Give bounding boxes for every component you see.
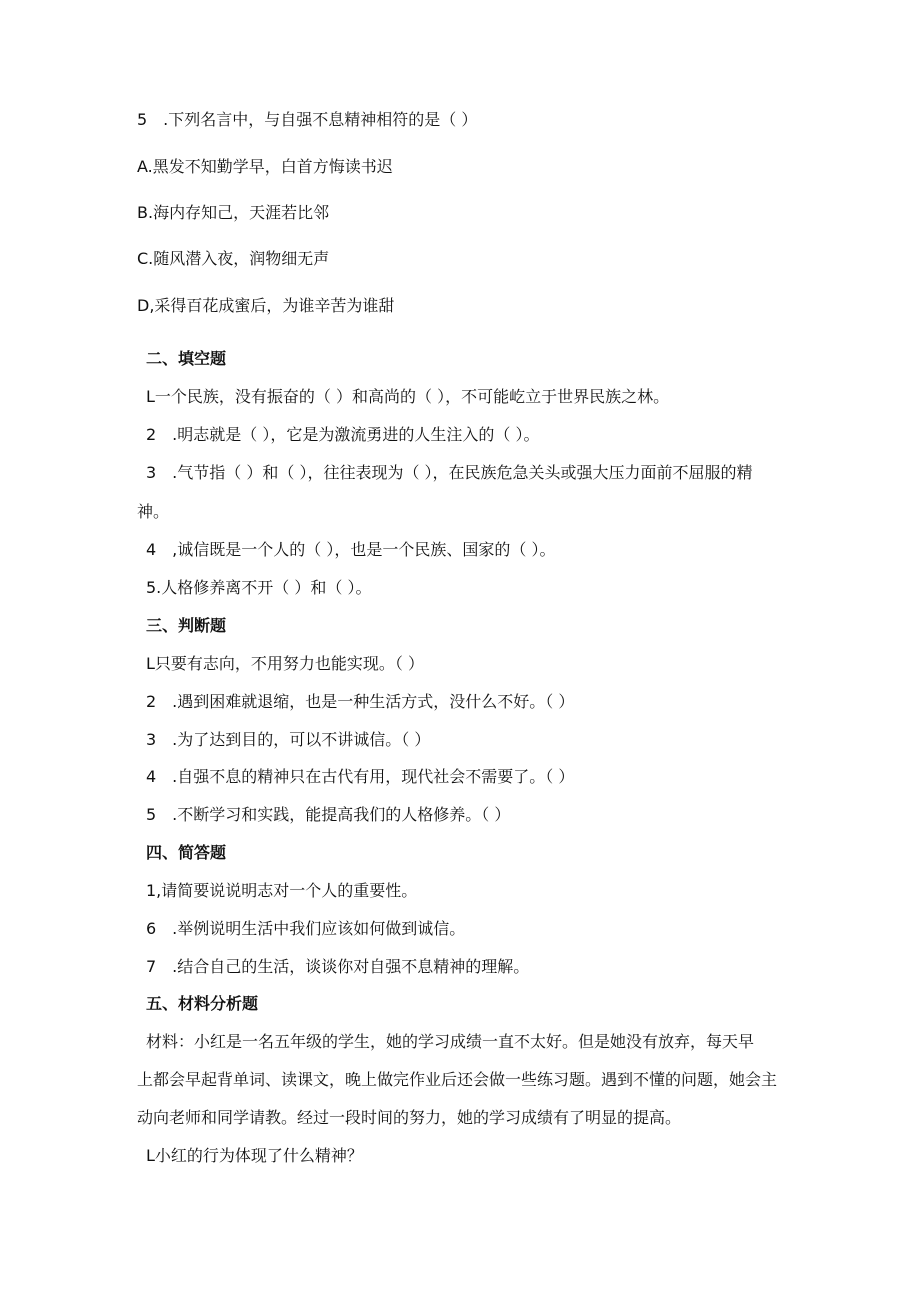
section-true-false-title: 三、判断题	[146, 616, 227, 635]
short-answer-item: 1,请简要说说明志对一个人的重要性。	[146, 881, 418, 900]
option-b: B.海内存知己，天涯若比邻	[137, 203, 330, 222]
question-5-stem: 5 .下列名言中，与自强不息精神相符的是（ ）	[137, 110, 478, 129]
fill-blank-item: 3 .气节指（ ）和（ ），往往表现为（ ），在民族危急关头或强大压力面前不屈服的精	[146, 463, 753, 482]
true-false-item: 4 .自强不息的精神只在古代有用，现代社会不需要了。（ ）	[146, 767, 575, 786]
option-d: D,采得百花成蜜后，为谁辛苦为谁甜	[137, 296, 395, 315]
fill-blank-item: 5.人格修养离不开（ ）和（ ）。	[146, 578, 372, 597]
short-answer-item: 6 .举例说明生活中我们应该如何做到诚信。	[146, 919, 466, 938]
true-false-item: L只要有志向，不用努力也能实现。（ ）	[146, 654, 425, 673]
true-false-item: 2 .遇到困难就退缩，也是一种生活方式，没什么不好。（ ）	[146, 692, 575, 711]
true-false-item: 5 .不断学习和实践，能提高我们的人格修养。（ ）	[146, 805, 511, 824]
material-paragraph-line: 材料：小红是一名五年级的学生，她的学习成绩一直不太好。但是她没有放弃，每天早	[146, 1032, 755, 1051]
section-fill-blank-title: 二、填空题	[146, 349, 227, 368]
material-question: L小红的行为体现了什么精神？	[146, 1146, 363, 1165]
section-material-analysis-title: 五、材料分析题	[146, 994, 259, 1013]
fill-blank-item: 4 ,诚信既是一个人的（ ），也是一个民族、国家的（ ）。	[146, 540, 556, 559]
fill-blank-item: 2 .明志就是（ ），它是为激流勇进的人生注入的（ ）。	[146, 425, 540, 444]
material-paragraph-line: 动向老师和同学请教。经过一段时间的努力，她的学习成绩有了明显的提高。	[137, 1108, 682, 1127]
short-answer-item: 7 .结合自己的生活，谈谈你对自强不息精神的理解。	[146, 957, 530, 976]
fill-blank-item-continuation: 神。	[137, 502, 170, 521]
option-a: A.黑发不知勤学早，白首方悔读书迟	[137, 157, 393, 176]
section-short-answer-title: 四、简答题	[146, 843, 227, 862]
material-paragraph-line: 上都会早起背单词、读课文，晚上做完作业后还会做一些练习题。遇到不懂的问题，她会主	[137, 1070, 778, 1089]
option-c: C.随风潜入夜，润物细无声	[137, 249, 330, 268]
true-false-item: 3 .为了达到目的，可以不讲诚信。（ ）	[146, 730, 431, 749]
fill-blank-item: L一个民族，没有振奋的（ ）和高尚的（ ），不可能屹立于世界民族之林。	[146, 387, 670, 406]
